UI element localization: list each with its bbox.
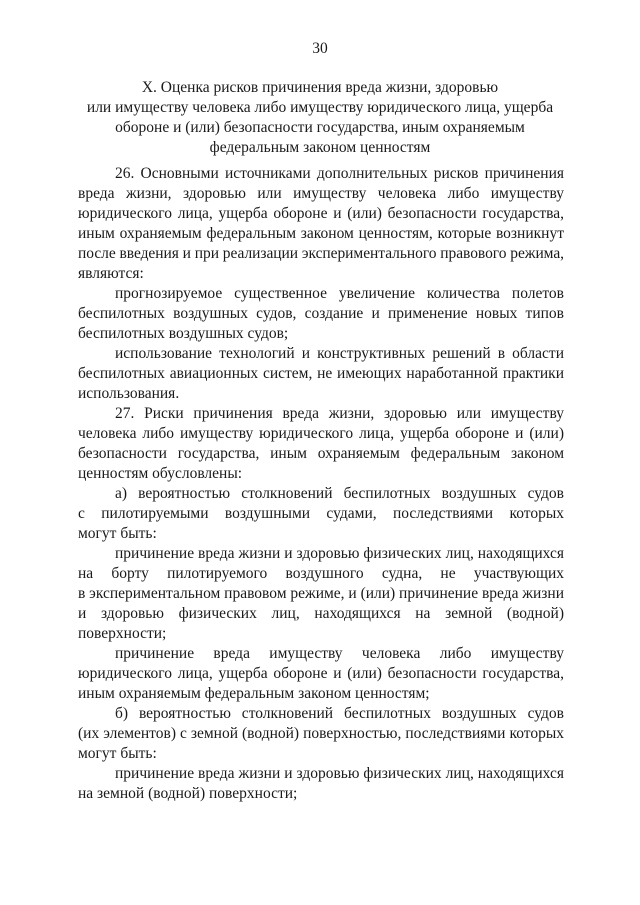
section-title: [78, 78, 562, 158]
text-line: юридического лица, ущерба обороне и (или) безопасности государства,: [78, 665, 564, 682]
text-line: на земной (водной) поверхности;: [78, 785, 298, 802]
document-body: [78, 164, 564, 804]
text-line: использование технологий и конструктивных решений в области: [115, 345, 564, 362]
text-line: могут быть:: [78, 525, 157, 542]
text-line: (их элементов) с земной (водной) поверхностью, последствиями которых: [78, 725, 564, 742]
text-line: человека либо имуществу юридического лица, ущерба обороне и (или): [78, 425, 564, 442]
text-line: причинение вреда жизни и здоровью физических лиц, находящихся: [115, 765, 564, 782]
text-line: 26. Основными источниками дополнительных рисков причинения: [115, 165, 564, 182]
paragraph-harm-persons-ground: [78, 764, 564, 804]
section-title-line: обороне и (или) безопасности государства, иным охраняемым: [115, 119, 525, 136]
text-line: на борту пилотируемого воздушного судна, не участвующих: [78, 565, 564, 582]
text-line: с пилотируемыми воздушными судами, последствиями которых: [78, 505, 564, 522]
section-title-line: X. Оценка рисков причинения вреда жизни, здоровью: [141, 79, 499, 96]
paragraph-item-b: [78, 704, 564, 764]
text-line: беспилотных воздушных судов;: [78, 325, 289, 342]
page-number: 30: [312, 40, 328, 57]
text-line: беспилотных воздушных судов, создание и применение новых типов: [78, 305, 564, 322]
text-line: безопасности государства, иным охраняемым федеральным законом: [78, 445, 564, 462]
text-line: и здоровью физических лиц, находящихся на земной (водной): [78, 605, 564, 622]
text-line: причинение вреда имуществу человека либо имуществу: [115, 645, 564, 662]
text-line: а) вероятностью столкновений беспилотных воздушных судов: [115, 485, 564, 502]
text-line: причинение вреда жизни и здоровью физических лиц, находящихся: [115, 545, 564, 562]
text-line: использования.: [78, 385, 180, 402]
text-line: в экспериментальном правовом режиме, и (или) причинение вреда жизни: [78, 585, 564, 602]
text-line: ценностям обусловлены:: [78, 465, 243, 482]
text-line: 27. Риски причинения вреда жизни, здоровью или имуществу: [115, 405, 564, 422]
paragraph-harm-property: [78, 644, 564, 704]
section-title-line: федеральным законом ценностям: [209, 139, 431, 156]
paragraph-item-a: [78, 484, 564, 544]
text-line: беспилотных авиационных систем, не имеющих наработанной практики: [78, 365, 564, 382]
paragraph-technologies: [78, 344, 564, 404]
text-line: после введения и при реализации экспериментального правового режима,: [78, 245, 564, 262]
section-title-line: или имуществу человека либо имуществу юридического лица, ущерба: [86, 99, 554, 116]
paragraph-harm-persons-aboard: [78, 544, 564, 644]
paragraph-27: [78, 404, 564, 484]
text-line: поверхности;: [78, 625, 167, 642]
text-line: прогнозируемое существенное увеличение количества полетов: [115, 285, 564, 302]
paragraph-26: [78, 164, 564, 284]
text-line: иным охраняемым федеральным законом ценностям, которые возникнут: [78, 225, 564, 242]
text-line: б) вероятностью столкновений беспилотных воздушных судов: [115, 705, 564, 722]
text-line: иным охраняемым федеральным законом ценностям;: [78, 685, 430, 702]
paragraph-forecast: [78, 284, 564, 344]
text-line: вреда жизни, здоровью или имуществу человека либо имуществу: [78, 185, 564, 202]
text-line: юридического лица, ущерба обороне и (или) безопасности государства,: [78, 205, 564, 222]
text-line: могут быть:: [78, 745, 157, 762]
text-line: являются:: [78, 265, 144, 282]
